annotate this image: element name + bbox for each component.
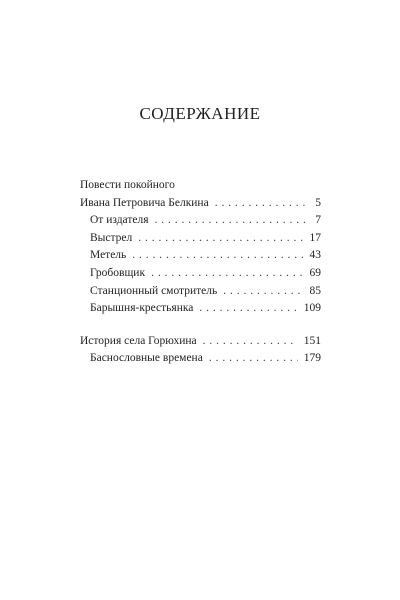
toc-entry-grobovshchik xyxy=(80,265,321,283)
toc-entry-label: Ивана Петровича Белкина xyxy=(80,196,209,209)
dot-leader xyxy=(138,230,303,248)
toc-entry-baryshnya xyxy=(80,300,321,318)
dot-leader xyxy=(215,195,310,213)
toc-entry-label: Станционный смотритель xyxy=(90,284,218,297)
toc-entry-label: От издателя xyxy=(90,214,149,227)
toc-entry-page: 7 xyxy=(315,214,321,227)
toc-entry-stantsionny xyxy=(80,283,321,301)
dot-leader xyxy=(203,333,298,351)
toc-entry-page: 69 xyxy=(309,266,321,279)
toc-entry-page: 109 xyxy=(303,302,321,315)
toc-entry-page: 179 xyxy=(303,352,321,365)
toc-entry-page: 151 xyxy=(303,334,321,347)
toc-entry-label: История села Горюхина xyxy=(80,334,197,347)
toc-entry-ot-izdatelya xyxy=(80,212,321,230)
dot-leader xyxy=(151,265,303,283)
toc-entry-label: Выстрел xyxy=(90,231,133,244)
section-gap xyxy=(80,318,321,333)
table-of-contents xyxy=(80,177,321,368)
toc-heading-belkin-line1: Повести покойного xyxy=(80,179,175,191)
dot-leader xyxy=(209,350,298,368)
toc-entry-label: Метель xyxy=(90,249,127,262)
toc-entry-goryukhino xyxy=(80,333,321,351)
dot-leader xyxy=(199,300,297,318)
toc-entry-label: Баснословные времена xyxy=(90,352,203,365)
toc-entry-page: 5 xyxy=(315,196,321,209)
dot-leader xyxy=(132,247,303,265)
toc-entry-page: 85 xyxy=(309,284,321,297)
toc-entry-page: 43 xyxy=(309,249,321,262)
dot-leader xyxy=(223,283,303,301)
toc-entry-label: Барышня-крестьянка xyxy=(90,302,194,315)
dot-leader xyxy=(155,212,310,230)
toc-entry-label: Гробовщик xyxy=(90,266,146,279)
toc-entry-belkin xyxy=(80,195,321,213)
toc-entry-metel xyxy=(80,247,321,265)
toc-entry-page: 17 xyxy=(309,231,321,244)
toc-entry-basnoslovnye xyxy=(80,350,321,368)
page-title: СОДЕРЖАНИЕ xyxy=(139,104,261,123)
toc-entry-vystrel xyxy=(80,230,321,248)
